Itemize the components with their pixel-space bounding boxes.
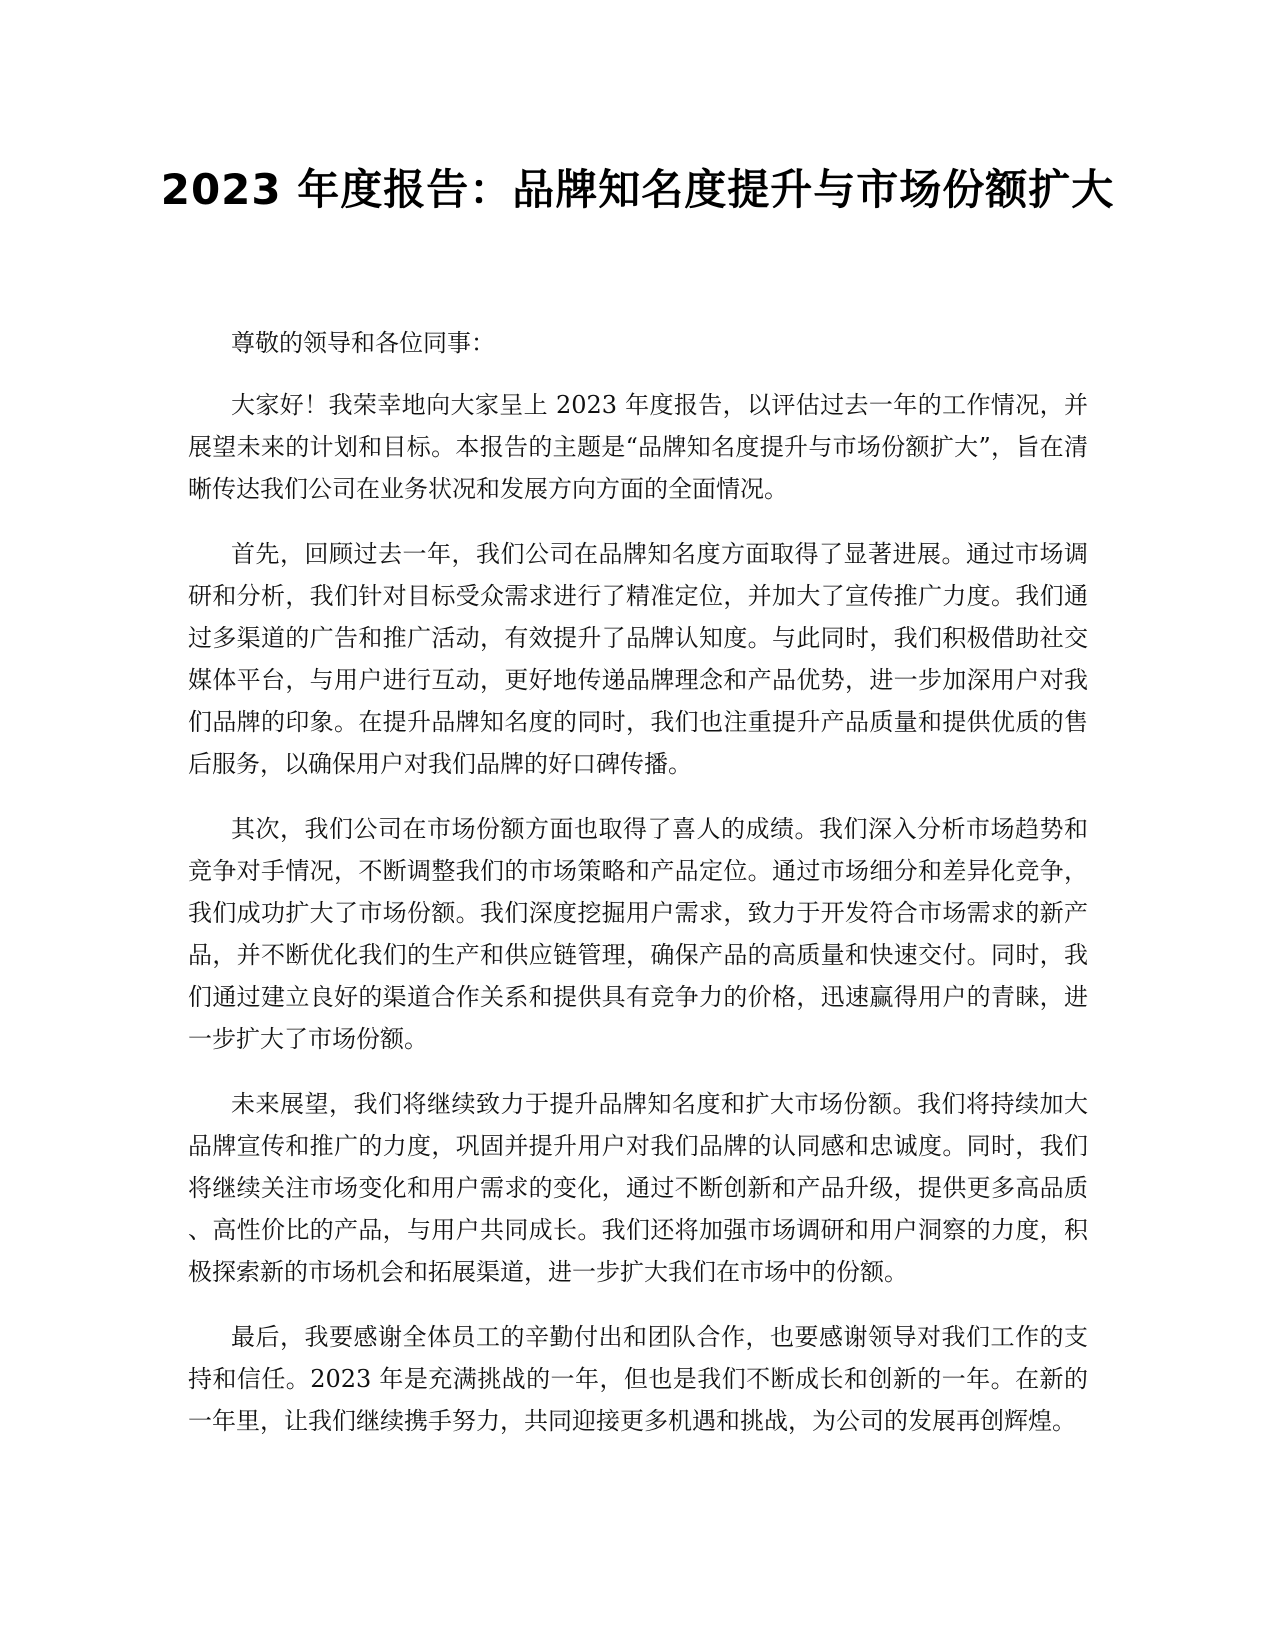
document-body: [188, 322, 1088, 1465]
page-title: 2023 年度报告：品牌知名度提升与市场份额扩大: [160, 165, 1115, 214]
paragraph-outlook: 未来展望，我们将继续致力于提升品牌知名度和扩大市场份额。我们将持续加大品牌宣传和推广的力度，巩固并提升用户对我们品牌的认同感和忠诚度。同时，我们将继续关注市场变化和用户需求的变化，通过不断创新和产品升级，提供更多高品质、高性价比的产品，与用户共同成长。我们还将加强市场调研和用户洞察的力度，积极探索新的市场机会和拓展渠道，进一步扩大我们在市场中的份额。: [188, 1090, 1088, 1286]
paragraph-market-share: 其次，我们公司在市场份额方面也取得了喜人的成绩。我们深入分析市场趋势和竞争对手情况，不断调整我们的市场策略和产品定位。通过市场细分和差异化竞争，我们成功扩大了市场份额。我们深度挖掘用户需求，致力于开发符合市场需求的新产品，并不断优化我们的生产和供应链管理，确保产品的高质量和快速交付。同时，我们通过建立良好的渠道合作关系和提供具有竞争力的价格，迅速赢得用户的青睐，进一步扩大了市场份额。: [188, 815, 1088, 1053]
paragraph-intro: 大家好！我荣幸地向大家呈上 2023 年度报告，以评估过去一年的工作情况，并展望未来的计划和目标。本报告的主题是“品牌知名度提升与市场份额扩大”，旨在清晰传达我们公司在业务状况和发展方向方面的全面情况。: [188, 391, 1088, 503]
paragraph-closing: 最后，我要感谢全体员工的辛勤付出和团队合作，也要感谢领导对我们工作的支持和信任。2023 年是充满挑战的一年，但也是我们不断成长和创新的一年。在新的一年里，让我们继续携手努力，共同迎接更多机遇和挑战，为公司的发展再创辉煌。: [188, 1323, 1088, 1435]
paragraph-brand-awareness: 首先，回顾过去一年，我们公司在品牌知名度方面取得了显著进展。通过市场调研和分析，我们针对目标受众需求进行了精准定位，并加大了宣传推广力度。我们通过多渠道的广告和推广活动，有效提升了品牌认知度。与此同时，我们积极借助社交媒体平台，与用户进行互动，更好地传递品牌理念和产品优势，进一步加深用户对我们品牌的印象。在提升品牌知名度的同时，我们也注重提升产品质量和提供优质的售后服务，以确保用户对我们品牌的好口碑传播。: [188, 540, 1088, 778]
salutation: 尊敬的领导和各位同事：: [231, 329, 495, 357]
